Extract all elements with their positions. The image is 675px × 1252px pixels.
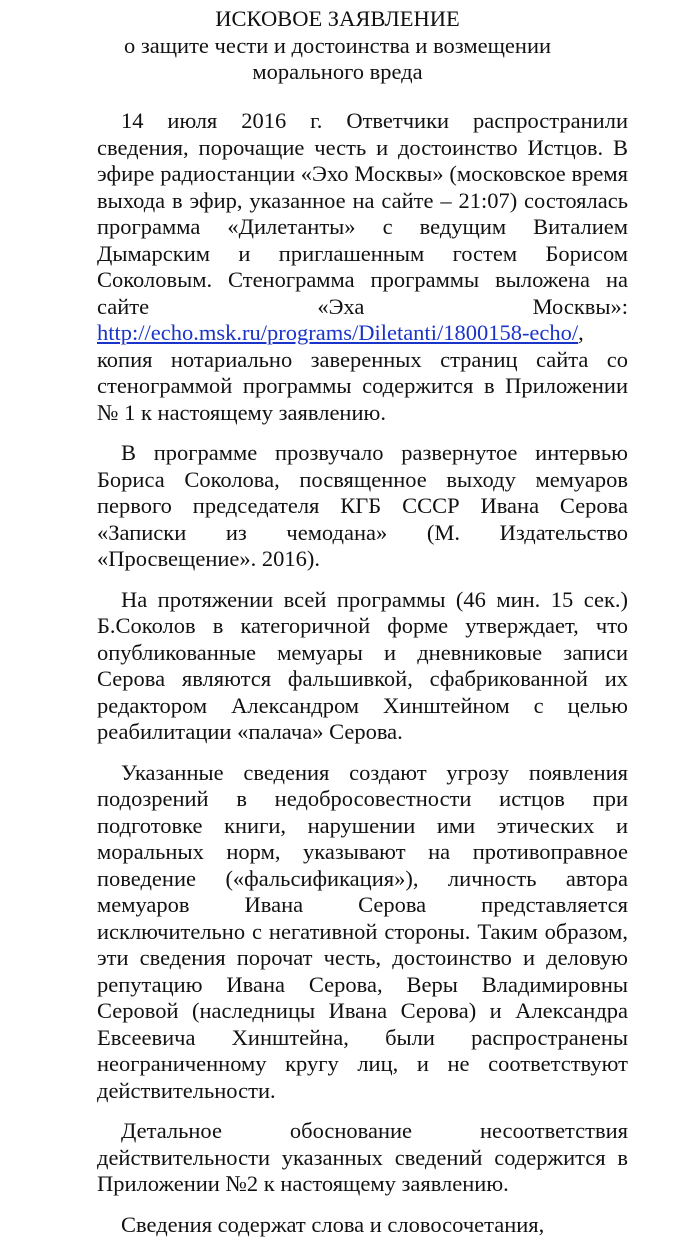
document-body <box>97 108 628 1252</box>
paragraph-5: Детальное обоснование несоответствия действительности указанных сведений содержится в Приложении №2 к настоящему заявлению. <box>97 1118 628 1196</box>
document-header <box>0 6 675 86</box>
paragraph-1-text-start: 14 июля 2016 г. Ответчики распространили сведения, порочащие честь и достоинство Истцов. В эфире радиостанции «Эхо Москвы» (московское время выхода в эфир, указанное на сайте – 21:07) состоялась программа «Дилетанты» с ведущим Виталием Дымарским и приглашенным гостем Борисом Соколовым. Стенограмма программы выложена на сайте «Эха Москвы»: <box>97 108 628 319</box>
paragraph-1-text-end: , копия нотариально заверенных страниц сайта со стенограммой программы содержится в Приложении № 1 к настоящему заявлению. <box>97 320 628 425</box>
paragraph-4: Указанные сведения создают угрозу появления подозрений в недобросовестности истцов при подготовке книги, нарушении ими этических и моральных норм, указывают на противоправное поведение («фальсификация»), личность автора мемуаров Ивана Серова представляется исключительно с негативной стороны. Таким образом, эти сведения порочат честь, достоинство и деловую репутацию Ивана Серова, Веры Владимировны Серовой (наследницы Ивана Серова) и Александра Евсеевича Хинштейна, были распространены неограниченному кругу лиц, и не соответствуют действительности. <box>97 759 628 1103</box>
paragraph-2: В программе прозвучало развернутое интервью Бориса Соколова, посвященное выходу мемуаров первого председателя КГБ СССР Ивана Серова «Записки из чемодана» (М. Издательство «Просвещение». 2016). <box>97 440 628 571</box>
document-subtitle-line-1: о защите чести и достоинства и возмещении <box>123 32 552 58</box>
paragraph-1 <box>97 108 628 426</box>
echo-program-link[interactable]: http://echo.msk.ru/programs/Diletanti/1800158-echo/ <box>97 320 579 345</box>
paragraph-6: Сведения содержат слова и словосочетания, <box>121 1211 545 1237</box>
paragraph-3: На протяжении всей программы (46 мин. 15 сек.) Б.Соколов в категоричной форме утверждает, что опубликованные мемуары и дневниковые записи Серова являются фальшивкой, сфабрикованной их редактором Александром Хинштейном с целью реабилитации «палача» Серова. <box>97 586 628 744</box>
document-title: ИСКОВОЕ ЗАЯВЛЕНИЕ <box>215 6 460 31</box>
document-subtitle-line-2: морального вреда <box>252 59 423 84</box>
